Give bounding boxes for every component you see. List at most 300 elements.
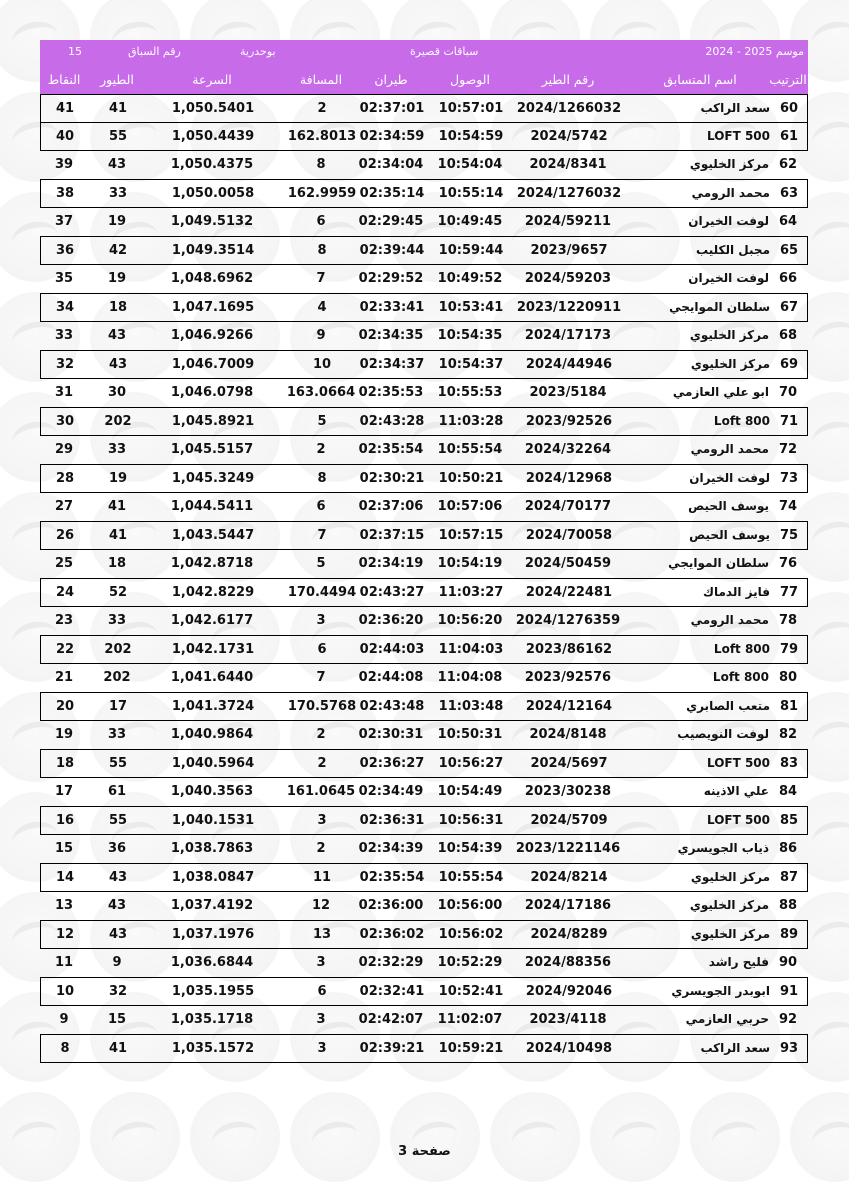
distance-cell: 9 [316,328,326,343]
birds-cell: 9 [112,955,122,970]
distance-cell: 2 [317,101,327,116]
col-arrival: الوصول [450,72,490,87]
points-cell: 21 [54,670,74,685]
table-row [40,664,808,693]
ring-number-cell: 2024/8148 [529,727,607,742]
rank-cell: 83 [779,755,799,771]
speed-cell: 1,050.5401 [171,101,255,116]
rank-cell: 85 [779,812,799,828]
speed-cell: 1,044.5411 [170,499,254,514]
table-row [40,579,808,608]
birds-cell: 55 [108,755,128,771]
flight-time-cell: 02:34:59 [359,128,425,144]
race-number-value: 15 [68,45,82,58]
speed-cell: 1,050.4375 [170,157,254,172]
points-cell: 12 [55,926,75,942]
competitor-name-cell: سلطان الموايجي [669,299,770,314]
distance-cell: 8 [316,157,326,172]
table-row [40,408,808,437]
competitor-name-cell: ابو علي العازمي [672,385,769,399]
col-birds: الطيور [100,72,134,87]
speed-cell: 1,038.7863 [170,841,254,856]
points-cell: 20 [55,698,75,714]
points-cell: 16 [55,812,75,828]
flight-time-cell: 02:34:19 [358,556,424,571]
rank-cell: 67 [779,299,799,315]
arrival-time-cell: 10:54:39 [437,841,503,856]
rank-cell: 82 [778,727,798,742]
points-cell: 25 [54,556,74,571]
arrival-time-cell: 10:54:19 [437,556,503,571]
rank-cell: 91 [779,983,799,999]
birds-cell: 43 [108,356,128,372]
watermark-logo [690,1092,780,1182]
competitor-name-cell: Loft 800 [713,641,770,656]
birds-cell: 41 [108,527,128,543]
table-row [40,237,808,266]
table-row [40,208,808,237]
rank-cell: 70 [778,385,798,400]
birds-cell: 33 [107,442,127,457]
table-row [40,1006,808,1035]
distance-cell: 4 [317,299,327,315]
points-cell: 28 [55,470,75,486]
arrival-time-cell: 10:53:41 [438,299,504,315]
ring-number-cell: 2023/9657 [530,242,608,258]
distance-cell: 162.9959 [287,185,357,201]
points-cell: 35 [54,271,74,286]
competitor-name-cell: لوفت الخيران [688,214,769,228]
birds-cell: 43 [107,898,127,913]
watermark-logo [490,1092,580,1182]
rank-cell: 68 [778,328,798,343]
arrival-time-cell: 10:56:02 [438,926,504,942]
flight-time-cell: 02:36:31 [359,812,425,828]
arrival-time-cell: 10:50:21 [438,470,504,486]
flight-time-cell: 02:33:41 [359,299,425,315]
flight-time-cell: 02:37:06 [358,499,424,514]
flight-time-cell: 02:37:01 [359,101,425,116]
competitor-name-cell: مركز الخليوي [689,898,769,912]
points-cell: 15 [54,841,74,856]
watermark-logo [390,1092,480,1182]
distance-cell: 7 [316,271,326,286]
arrival-time-cell: 10:52:29 [437,955,503,970]
birds-cell: 43 [107,157,127,172]
arrival-time-cell: 11:04:03 [438,641,504,657]
arrival-time-cell: 10:56:20 [437,613,503,628]
ring-number-cell: 2024/59211 [524,214,612,229]
speed-cell: 1,037.1976 [171,926,255,942]
birds-cell: 43 [107,328,127,343]
points-cell: 9 [59,1012,69,1027]
birds-cell: 15 [107,1012,127,1027]
distance-cell: 12 [311,898,331,913]
arrival-time-cell: 10:56:31 [438,812,504,828]
table-row [40,921,808,950]
flight-time-cell: 02:34:49 [358,784,424,799]
distance-cell: 3 [317,812,327,828]
distance-cell: 13 [312,926,332,942]
arrival-time-cell: 10:55:53 [437,385,503,400]
birds-cell: 41 [107,499,127,514]
ring-number-cell: 2023/30238 [524,784,612,799]
distance-cell: 170.4494 [287,584,357,600]
speed-cell: 1,041.3724 [171,698,255,714]
competitor-name-cell: لوفت الخيران [688,271,769,285]
flight-time-cell: 02:32:41 [359,983,425,999]
watermark-logo [190,1092,280,1182]
table-row [40,151,808,180]
arrival-time-cell: 10:54:49 [437,784,503,799]
rank-cell: 89 [779,926,799,942]
distance-cell: 5 [317,413,327,429]
arrival-time-cell: 10:59:21 [438,1040,504,1056]
ring-number-cell: 2024/1276032 [516,185,622,201]
arrival-time-cell: 10:54:35 [437,328,503,343]
flight-time-cell: 02:35:54 [358,442,424,457]
flight-time-cell: 02:43:28 [359,413,425,429]
speed-cell: 1,049.5132 [170,214,254,229]
competitor-name-cell: ابوبدر الجويسري [671,983,770,998]
points-cell: 40 [55,128,75,144]
table-row [40,693,808,722]
race-number-label: رقم السباق [128,45,181,58]
competitor-name-cell: مركز الخليوي [690,869,770,884]
flight-time-cell: 02:36:20 [358,613,424,628]
table-row [40,265,808,294]
table-row [40,778,808,807]
speed-cell: 1,047.1695 [171,299,255,315]
col-name: اسم المتسابق [663,72,737,87]
points-cell: 14 [55,869,75,885]
rank-cell: 88 [778,898,798,913]
arrival-time-cell: 10:54:37 [438,356,504,372]
table-row [40,721,808,750]
flight-time-cell: 02:32:29 [358,955,424,970]
table-row [40,379,808,408]
col-ring: رقم الطير [541,72,595,87]
speed-cell: 1,041.6440 [170,670,254,685]
table-row [40,978,808,1007]
competitor-name-cell: ذياب الجويسري [677,841,769,855]
rank-cell: 93 [779,1040,799,1056]
column-headers [40,66,808,94]
birds-cell: 33 [107,727,127,742]
points-cell: 24 [55,584,75,600]
arrival-time-cell: 11:03:48 [438,698,504,714]
competitor-name-cell: لوفت النويصيب [677,727,769,741]
ring-number-cell: 2024/32264 [524,442,612,457]
rank-cell: 61 [779,128,799,144]
rank-cell: 78 [778,613,798,628]
distance-cell: 6 [317,641,327,657]
table-row [40,949,808,978]
ring-number-cell: 2023/92576 [524,670,612,685]
distance-cell: 3 [317,1040,327,1056]
ring-number-cell: 2024/50459 [524,556,612,571]
distance-cell: 170.5768 [287,698,357,714]
points-cell: 32 [55,356,75,372]
arrival-time-cell: 11:04:08 [437,670,503,685]
speed-cell: 1,042.1731 [171,641,255,657]
arrival-time-cell: 10:54:04 [437,157,503,172]
birds-cell: 41 [108,1040,128,1056]
watermark-logo [0,1092,80,1182]
ring-number-cell: 2024/70058 [525,527,613,543]
birds-cell: 18 [107,556,127,571]
distance-cell: 10 [312,356,332,372]
distance-cell: 6 [316,499,326,514]
points-cell: 34 [55,299,75,315]
birds-cell: 43 [108,926,128,942]
birds-cell: 30 [107,385,127,400]
points-cell: 38 [55,185,75,201]
season-label: موسم 2025 - 2024 [705,45,804,58]
watermark-logo [790,1092,849,1182]
table-row [40,322,808,351]
birds-cell: 17 [108,698,128,714]
rank-cell: 72 [778,442,798,457]
competitor-name-cell: فليح راشد [708,955,769,969]
race-kind-label: بوحدرية [240,45,276,58]
ring-number-cell: 2024/12164 [525,698,613,714]
rank-cell: 60 [779,101,799,116]
results-sheet [40,40,808,1063]
competitor-name-cell: حربي العازمي [685,1012,769,1026]
points-cell: 26 [55,527,75,543]
birds-cell: 19 [107,271,127,286]
competitor-name-cell: سعد الراكب [700,101,770,115]
table-row [40,493,808,522]
flight-time-cell: 02:34:35 [358,328,424,343]
table-row [40,864,808,893]
competitor-name-cell: مركز الخليوي [690,356,770,371]
points-cell: 39 [54,157,74,172]
ring-number-cell: 2024/59203 [524,271,612,286]
distance-cell: 162.8013 [287,128,357,144]
speed-cell: 1,042.6177 [170,613,254,628]
arrival-time-cell: 10:57:01 [438,101,504,116]
ring-number-cell: 2024/5742 [530,128,608,144]
flight-time-cell: 02:44:08 [358,670,424,685]
points-cell: 23 [54,613,74,628]
points-cell: 8 [60,1040,70,1056]
arrival-time-cell: 10:55:54 [438,869,504,885]
flight-time-cell: 02:39:21 [359,1040,425,1056]
distance-cell: 3 [316,613,326,628]
speed-cell: 1,046.7009 [171,356,255,372]
ring-number-cell: 2024/92046 [525,983,613,999]
speed-cell: 1,050.0058 [171,185,255,201]
flight-time-cell: 02:37:15 [359,527,425,543]
col-points: النقاط [47,72,81,87]
distance-cell: 163.0664 [286,385,356,400]
birds-cell: 36 [107,841,127,856]
birds-cell: 55 [108,128,128,144]
distance-cell: 2 [316,727,326,742]
rank-cell: 62 [778,157,798,172]
ring-number-cell: 2023/4118 [529,1012,607,1027]
col-distance: المسافة [299,72,343,87]
competitor-name-cell: مركز الخليوي [689,328,769,342]
speed-cell: 1,042.8718 [170,556,254,571]
points-cell: 17 [54,784,74,799]
distance-cell: 11 [312,869,332,885]
competitor-name-cell: يوسف الحيص [688,499,769,513]
speed-cell: 1,035.1718 [170,1012,254,1027]
competitor-name-cell: Loft 800 [713,413,770,428]
speed-cell: 1,045.5157 [170,442,254,457]
flight-time-cell: 02:42:07 [358,1012,424,1027]
competitor-name-cell: يوسف الحيص [689,527,770,542]
flight-time-cell: 02:35:54 [359,869,425,885]
arrival-time-cell: 10:50:31 [437,727,503,742]
table-row [40,465,808,494]
points-cell: 31 [54,385,74,400]
points-cell: 36 [55,242,75,258]
speed-cell: 1,035.1572 [171,1040,255,1056]
rank-cell: 75 [779,527,799,543]
points-cell: 30 [55,413,75,429]
points-cell: 13 [54,898,74,913]
points-cell: 27 [54,499,74,514]
competitor-name-cell: محمد الرومي [691,185,770,200]
flight-time-cell: 02:30:31 [358,727,424,742]
competitor-name-cell: علي الاذينه [703,784,769,798]
birds-cell: 202 [104,641,132,657]
flight-time-cell: 02:43:48 [359,698,425,714]
ring-number-cell: 2024/17173 [524,328,612,343]
flight-time-cell: 02:43:27 [359,584,425,600]
speed-cell: 1,046.9266 [170,328,254,343]
speed-cell: 1,040.3563 [170,784,254,799]
birds-cell: 33 [108,185,128,201]
competitor-name-cell: فايز الدماك [703,584,770,599]
table-row [40,522,808,551]
distance-cell: 7 [316,670,326,685]
arrival-time-cell: 10:55:54 [437,442,503,457]
speed-cell: 1,046.0798 [170,385,254,400]
distance-cell: 161.0645 [286,784,356,799]
arrival-time-cell: 10:56:27 [438,755,504,771]
points-cell: 10 [55,983,75,999]
distance-cell: 6 [316,214,326,229]
distance-cell: 2 [317,755,327,771]
table-row [40,636,808,665]
col-flight: طيران [374,72,408,87]
rank-cell: 92 [778,1012,798,1027]
col-rank: الترتيب [769,72,807,87]
ring-number-cell: 2023/92526 [525,413,613,429]
birds-cell: 18 [108,299,128,315]
page-number: صفحة 3 [398,1144,451,1159]
birds-cell: 19 [108,470,128,486]
table-row [40,835,808,864]
arrival-time-cell: 11:03:28 [438,413,504,429]
flight-time-cell: 02:35:14 [359,185,425,201]
distance-cell: 6 [317,983,327,999]
rank-cell: 73 [779,470,799,486]
rank-cell: 81 [779,698,799,714]
ring-number-cell: 2024/70177 [524,499,612,514]
speed-cell: 1,045.8921 [171,413,255,429]
ring-number-cell: 2024/5697 [530,755,608,771]
birds-cell: 41 [108,101,128,116]
table-row [40,436,808,465]
speed-cell: 1,040.9864 [170,727,254,742]
birds-cell: 32 [108,983,128,999]
birds-cell: 52 [108,584,128,600]
speed-cell: 1,048.6962 [170,271,254,286]
results-table [40,94,808,1063]
points-cell: 29 [54,442,74,457]
ring-number-cell: 2024/88356 [524,955,612,970]
rank-cell: 63 [779,185,799,201]
arrival-time-cell: 10:56:00 [437,898,503,913]
flight-time-cell: 02:35:53 [358,385,424,400]
competitor-name-cell: لوفت الخيران [689,470,770,485]
ring-number-cell: 2023/1221146 [515,841,621,856]
points-cell: 41 [55,101,75,116]
rank-cell: 86 [778,841,798,856]
arrival-time-cell: 10:55:14 [438,185,504,201]
speed-cell: 1,049.3514 [171,242,255,258]
arrival-time-cell: 10:52:41 [438,983,504,999]
birds-cell: 202 [103,670,131,685]
birds-cell: 42 [108,242,128,258]
ring-number-cell: 2023/5184 [529,385,607,400]
rank-cell: 64 [778,214,798,229]
speed-cell: 1,035.1955 [171,983,255,999]
birds-cell: 202 [104,413,132,429]
watermark-logo [90,1092,180,1182]
flight-time-cell: 02:34:04 [358,157,424,172]
competitor-name-cell: LOFT 500 [706,128,770,143]
distance-cell: 8 [317,242,327,258]
rank-cell: 65 [779,242,799,258]
watermark-logo [590,1092,680,1182]
ring-number-cell: 2024/12968 [525,470,613,486]
points-cell: 37 [54,214,74,229]
competitor-name-cell: سعد الراكب [700,1040,770,1055]
flight-time-cell: 02:29:52 [358,271,424,286]
birds-cell: 43 [108,869,128,885]
rank-cell: 80 [778,670,798,685]
competitor-name-cell: LOFT 500 [706,755,770,770]
table-row [40,1035,808,1064]
ring-number-cell: 2024/5709 [530,812,608,828]
header-bar [40,40,808,66]
table-row [40,807,808,836]
competitor-name-cell: مركز الخليوي [690,926,770,941]
table-row [40,94,808,123]
speed-cell: 1,043.5447 [171,527,255,543]
ring-number-cell: 2024/44946 [525,356,613,372]
col-speed: السرعة [192,72,232,87]
watermark-logo [290,1092,380,1182]
competitor-name-cell: متعب الصابري [686,698,770,713]
points-cell: 22 [55,641,75,657]
ring-number-cell: 2024/8341 [529,157,607,172]
table-row [40,180,808,209]
distance-cell: 2 [316,442,326,457]
rank-cell: 77 [779,584,799,600]
speed-cell: 1,040.1531 [171,812,255,828]
ring-number-cell: 2024/1276359 [515,613,621,628]
speed-cell: 1,050.4439 [171,128,255,144]
arrival-time-cell: 10:57:06 [437,499,503,514]
